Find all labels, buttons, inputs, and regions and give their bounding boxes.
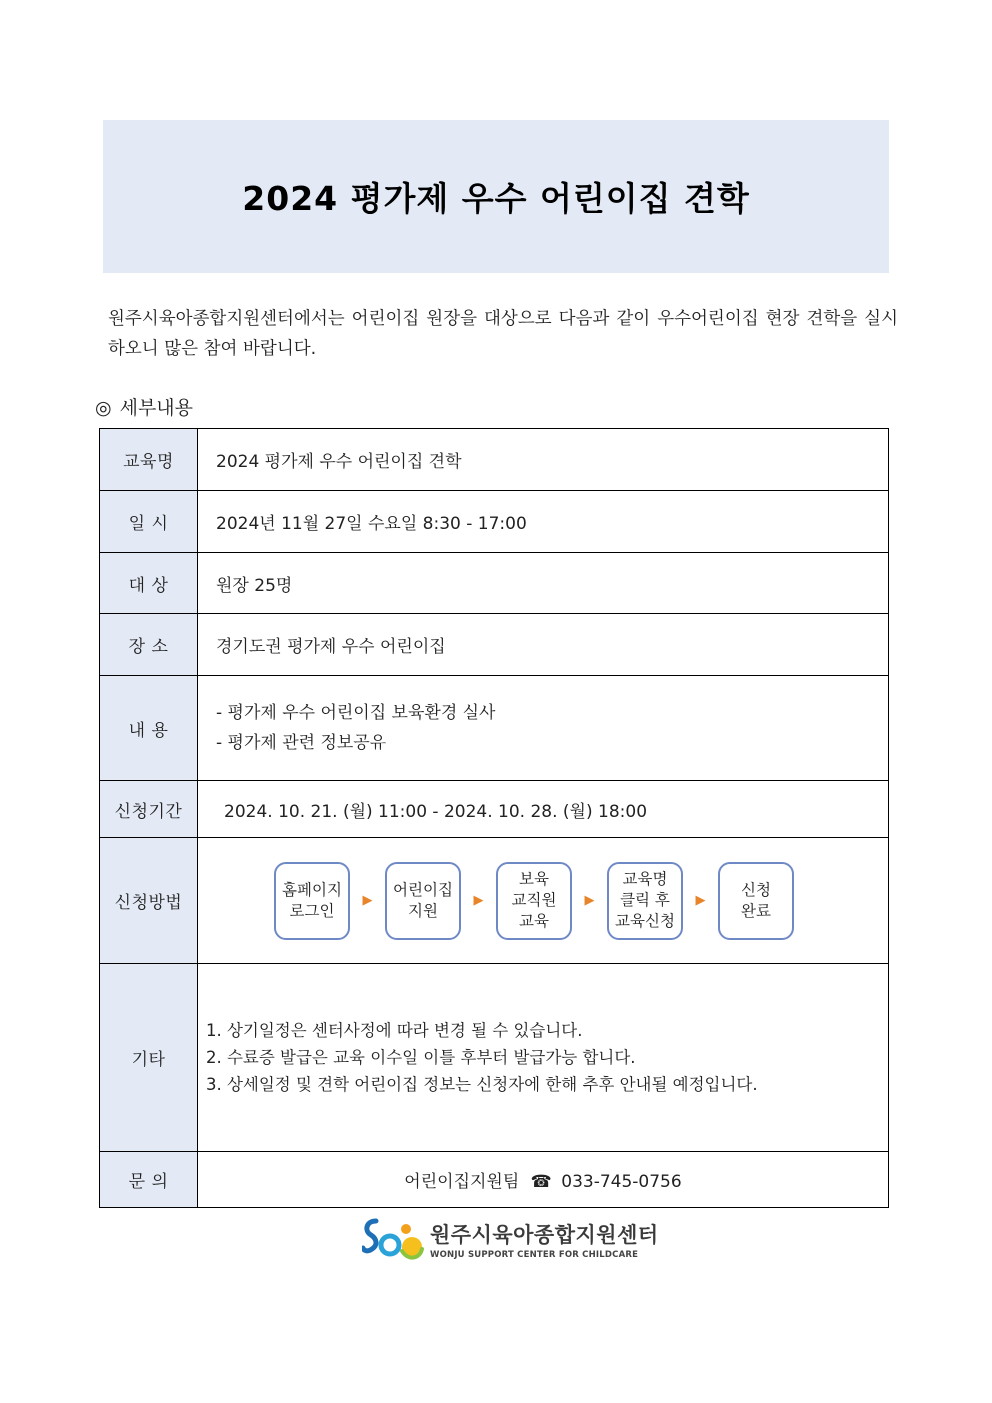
row-label-date: 일 시 (100, 491, 198, 553)
arrow-right-icon: ▶ (695, 893, 706, 908)
row-label-content: 내 용 (100, 676, 198, 781)
page-title: 2024 평가제 우수 어린이집 견학 (242, 179, 750, 218)
footer-logo (362, 1214, 659, 1264)
table-row (100, 429, 889, 491)
center-name-kr: 원주시육아종합지원센터 (430, 1222, 659, 1247)
row-label-method: 신청방법 (100, 838, 198, 964)
row-value-contact (198, 1152, 889, 1208)
arrow-right-icon: ▶ (362, 893, 373, 908)
table-row (100, 553, 889, 614)
phone-icon: ☎ (530, 1172, 552, 1192)
row-value-method (198, 838, 889, 964)
row-label-place: 장 소 (100, 614, 198, 676)
flow-step-daycare-support (385, 862, 461, 940)
row-label-etc: 기타 (100, 964, 198, 1152)
table-row (100, 614, 889, 676)
flow-step-complete (718, 862, 794, 940)
step-text: 교육명 (622, 870, 668, 888)
intro-paragraph: 원주시육아종합지원센터에서는 어린이집 원장을 대상으로 다음과 같이 우수어린이집 현장 견학을 실시하오니 많은 참여 바랍니다. (108, 309, 898, 359)
arrow-right-icon: ▶ (473, 893, 484, 908)
step-text: 로그인 (289, 901, 335, 920)
table-row (100, 781, 889, 838)
step-text: 어린이집 (393, 880, 453, 899)
row-value-target: 원장 25명 (198, 553, 889, 614)
flow-step-staff-education (496, 862, 572, 940)
step-text: 신청 (741, 880, 771, 899)
application-flow (198, 862, 888, 940)
step-text: 홈페이지 (282, 880, 342, 899)
step-text: 완료 (741, 901, 771, 920)
row-value-content (198, 676, 889, 781)
row-label-contact: 문 의 (100, 1152, 198, 1208)
table-row (100, 676, 889, 781)
table-row (100, 838, 889, 964)
row-label-course: 교육명 (100, 429, 198, 491)
title-banner (103, 120, 889, 273)
step-text: 교직원 (511, 891, 557, 909)
row-value-place: 경기도권 평가제 우수 어린이집 (198, 614, 889, 676)
center-logo-icon (362, 1215, 424, 1263)
etc-line: 3. 상세일정 및 견학 어린이집 정보는 신청자에 한해 추후 안내될 예정입니다. (206, 1075, 758, 1094)
row-value-etc (198, 964, 889, 1152)
table-row (100, 1152, 889, 1208)
row-label-period: 신청기간 (100, 781, 198, 838)
table-row (100, 491, 889, 553)
row-label-target: 대 상 (100, 553, 198, 614)
etc-line: 2. 수료증 발급은 교육 이수일 이틀 후부터 발급가능 합니다. (206, 1048, 636, 1067)
step-text: 보육 (519, 870, 549, 888)
arrow-right-icon: ▶ (584, 893, 595, 908)
section-heading-label: 세부내용 (119, 397, 194, 419)
step-text: 교육신청 (615, 912, 675, 930)
contact-team: 어린이집지원팀 (404, 1172, 520, 1192)
center-name-en: WONJU SUPPORT CENTER FOR CHILDCARE (430, 1249, 639, 1260)
content-line: - 평가제 우수 어린이집 보육환경 실사 (216, 703, 496, 723)
contact-phone[interactable]: 033-745-0756 (561, 1172, 682, 1192)
section-heading (95, 393, 193, 420)
step-text: 교육 (519, 912, 549, 930)
flow-step-course-apply (607, 862, 683, 940)
flow-step-login (274, 862, 350, 940)
row-value-date: 2024년 11월 27일 수요일 8:30 - 17:00 (198, 491, 889, 553)
step-text: 지원 (408, 901, 438, 920)
details-table (99, 428, 889, 1208)
row-value-course: 2024 평가제 우수 어린이집 견학 (198, 429, 889, 491)
etc-line: 1. 상기일정은 센터사정에 따라 변경 될 수 있습니다. (206, 1021, 583, 1040)
table-row (100, 964, 889, 1152)
row-value-period: 2024. 10. 21. (월) 11:00 - 2024. 10. 28. (월) 18:00 (198, 781, 889, 838)
content-line: - 평가제 관련 정보공유 (216, 733, 387, 753)
double-circle-icon: ◎ (95, 397, 112, 419)
step-text: 클릭 후 (620, 891, 670, 909)
